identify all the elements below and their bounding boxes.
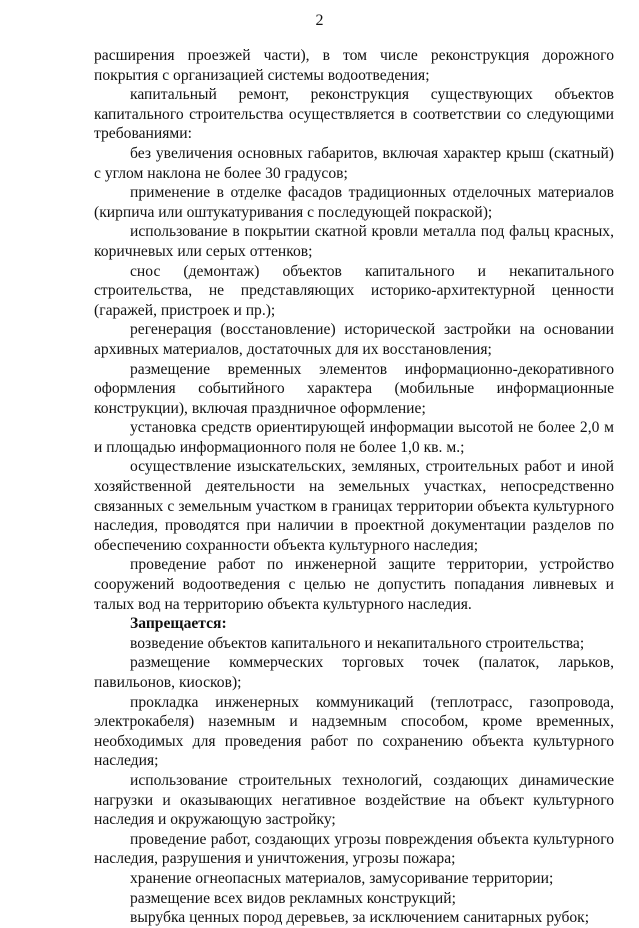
paragraph: проведение работ по инженерной защите территории, устройство сооружений водоотведения с целью не допустить попадания ливневых и талых вод на территорию объекта культурного наследия. — [94, 556, 614, 613]
paragraph: применение в отделке фасадов традиционных отделочных материалов (кирпича или оштукатуривания с последующей покраской); — [94, 184, 614, 221]
page-number: 2 — [315, 12, 324, 29]
paragraph: регенерация (восстановление) исторической застройки на основании архивных материалов, достаточных для их восстановления; — [94, 321, 614, 358]
paragraph: размещение коммерческих торговых точек (палаток, ларьков, павильонов, киосков); — [94, 654, 614, 691]
paragraph: использование строительных технологий, создающих динамические нагрузки и оказывающих негативное воздействие на объект культурного наследия и окружающую застройку; — [94, 771, 614, 829]
paragraph: без увеличения основных габаритов, включая характер крыш (скатный) с углом наклона не более 30 градусов; — [94, 144, 614, 182]
document-body — [94, 46, 614, 928]
paragraph: возведение объектов капитального и некапитального строительства; — [130, 634, 585, 652]
paragraph: установка средств ориентирующей информации высотой не более 2,0 м и площадью информационного поля не более 1,0 кв. м.; — [94, 419, 614, 456]
paragraph: размещение временных элементов информационно-декоративного оформления событийного характера (мобильные информационные конструкции), включая праздничное оформление; — [94, 360, 614, 417]
paragraph: хранение огнеопасных материалов, замусоривание территории; — [130, 869, 554, 887]
paragraph: осуществление изыскательских, земляных, строительных работ и иной хозяйственной деятельности на земельных участках, непосредственно связанных с земельным участком в границах территории объекта культурного наследия, проводятся при наличии в проектной документации разделов по обеспечению сохранности объекта культурного наследия; — [94, 458, 614, 554]
paragraph: размещение всех видов рекламных конструкций; — [130, 889, 456, 907]
paragraph: расширения проезжей части), в том числе реконструкция дорожного покрытия с организацией системы водоотведения; — [94, 47, 614, 84]
paragraph: использование в покрытии скатной кровли металла под фальц красных, коричневых или серых оттенков; — [94, 223, 614, 260]
paragraph: снос (демонтаж) объектов капитального и некапитального строительства, не представляющих историко-архитектурной ценности (гаражей, пристроек и пр.); — [94, 262, 614, 319]
paragraph: прокладка инженерных коммуникаций (теплотрасс, газопровода, электрокабеля) наземным и надземным способом, кроме временных, необходимых для проведения работ по сохранению объекта культурного наследия; — [94, 693, 614, 770]
paragraph: капитальный ремонт, реконструкция существующих объектов капитального строительства осуществляется в соответствии со следующими требованиями: — [94, 86, 614, 143]
paragraph: вырубка ценных пород деревьев, за исключением санитарных рубок; — [130, 909, 590, 927]
section-heading-prohibited: Запрещается: — [130, 615, 227, 633]
paragraph: проведение работ, создающих угрозы повреждения объекта культурного наследия, разрушения и уничтожения, угрозы пожара; — [94, 830, 614, 868]
